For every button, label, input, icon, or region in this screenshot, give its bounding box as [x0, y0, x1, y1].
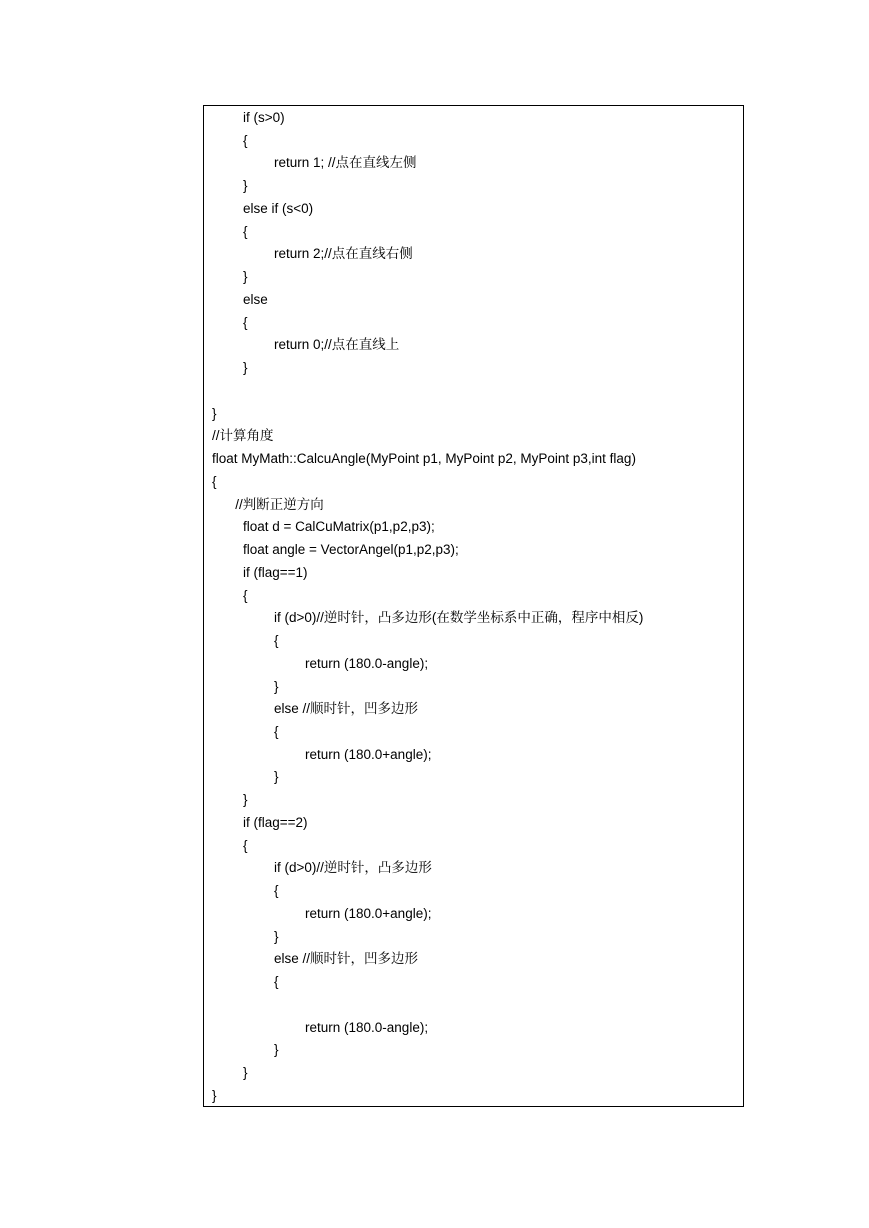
code-line: //判断正逆方向: [235, 496, 324, 512]
code-line: if (d>0)//逆时针，凸多边形: [274, 860, 432, 876]
code-line: }: [243, 792, 248, 808]
code-line: if (s>0): [243, 110, 285, 125]
code-line: }: [243, 360, 248, 376]
code-line: {: [243, 837, 248, 853]
code-line: return (180.0-angle);: [305, 1019, 429, 1035]
code-line: {: [243, 132, 248, 148]
code-line: return (180.0-angle);: [305, 655, 429, 671]
code-line: else //顺时针，凹多边形: [274, 701, 419, 717]
code-line: else //顺时针，凹多边形: [274, 951, 419, 967]
code-line: }: [274, 928, 279, 944]
code-line: {: [212, 473, 217, 489]
code-line: {: [274, 974, 279, 990]
code-line: return 2;//点在直线右侧: [274, 246, 413, 262]
code-line: }: [274, 678, 279, 694]
code-line: else if (s<0): [243, 200, 314, 216]
code-line: float angle = VectorAngel(p1,p2,p3);: [243, 542, 459, 558]
code-line: //计算角度: [212, 428, 274, 444]
code-line: return (180.0+angle);: [305, 746, 432, 762]
code-line: {: [274, 883, 279, 899]
code-line: if (flag==1): [243, 564, 308, 580]
code-line: }: [243, 269, 248, 285]
code-line: return 1; //点在直线左侧: [274, 155, 417, 171]
code-line: if (d>0)//逆时针，凸多边形(在数学坐标系中正确，程序中相反): [274, 610, 644, 626]
code-line: {: [243, 223, 248, 239]
code-line: float d = CalCuMatrix(p1,p2,p3);: [243, 519, 435, 535]
code-listing-box: [203, 105, 744, 1107]
code-line: {: [274, 723, 279, 739]
code-line: }: [243, 1065, 248, 1081]
code-line: }: [274, 769, 279, 785]
code-line: {: [243, 587, 248, 603]
code-line: }: [243, 178, 248, 194]
code-line: else: [243, 291, 268, 307]
code-line: return (180.0+angle);: [305, 905, 432, 921]
code-line: return 0;//点在直线上: [274, 337, 400, 353]
code-line: float MyMath::CalcuAngle(MyPoint p1, MyPoint p2, MyPoint p3,int flag): [212, 451, 636, 467]
code-line: }: [212, 405, 217, 421]
code-line: if (flag==2): [243, 814, 308, 830]
code-line: }: [274, 1042, 279, 1058]
code-line: {: [243, 314, 248, 330]
code-line: {: [274, 633, 279, 649]
code-line: }: [212, 1087, 217, 1103]
